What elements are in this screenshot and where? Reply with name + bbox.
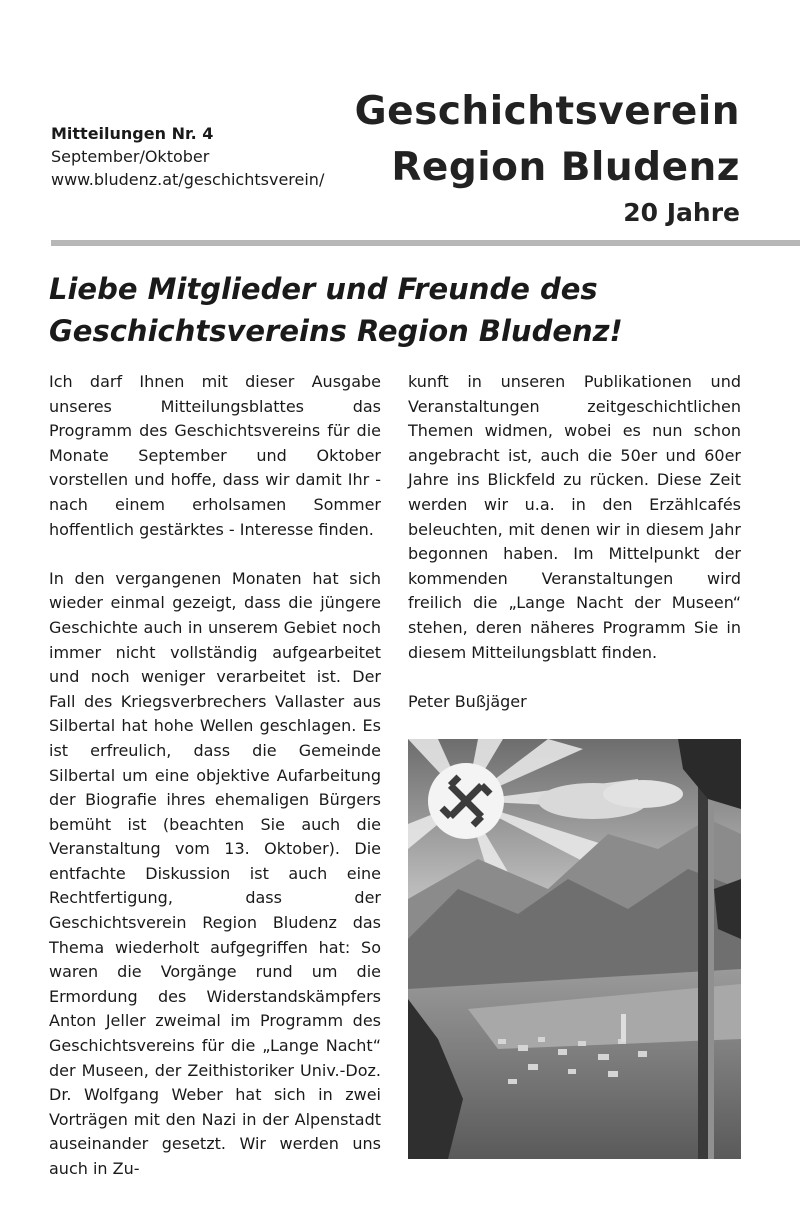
issue-period: September/Oktober	[51, 147, 210, 166]
title-line-2: Region Bludenz	[391, 145, 740, 190]
propaganda-landscape-image	[408, 739, 741, 1159]
header-divider	[51, 240, 800, 246]
article-column-right	[408, 370, 741, 739]
issue-number: Mitteilungen Nr. 4	[51, 124, 214, 143]
article-column-left	[49, 370, 381, 1206]
author-signature: Peter Bußjäger	[408, 691, 527, 711]
anniversary-label: 20 Jahre	[623, 198, 740, 227]
headline-line-2: Geschichtsvereins Region Bludenz!	[49, 314, 623, 348]
paragraph: In den vergangenen Monaten hat sich wieder einmal gezeigt, dass die jüngere Geschichte auch in unserem Gebiet noch immer nicht vollständig aufgearbeitet und noch weniger verarbeitet ist. Der Fall des Kriegsverbrechers Vallaster aus Silbertal hat hohe Wellen geschlagen. Es ist erfreulich, dass die Gemeinde Silbertal um eine objektive Aufarbeitung der Biografie ihres ehemaligen Bürgers bemüht ist (beachten Sie auch die Veranstaltung vom 13. Oktober). Die entfachte Diskussion ist auch eine Rechtfertigung, dass der Geschichtsverein Region Bludenz das Thema wiederholt aufgegriffen hat: So waren die Vorgänge rund um die Ermordung des Widerstandskämpfers Anton Jeller zweimal im Programm des Geschichtsvereins für die „Lange Nacht“ der Museen, der Zeithistoriker Univ.-Doz. Dr. Wolfgang Weber hat sich in zwei Vorträgen mit den Nazi in der Alpenstadt auseinander gesetzt. Wir werden uns auch in Zu-	[49, 568, 381, 1178]
paragraph: Ich darf Ihnen mit dieser Ausgabe unseres Mitteilungsblattes das Programm des Geschichtsvereins für die Monate September und Oktober vorstellen und hoffe, dass wir damit Ihr - nach einem erholsamen Sommer hoffentlich gestärktes - Interesse finden.	[49, 372, 381, 539]
headline-line-1: Liebe Mitglieder und Freunde des	[49, 272, 598, 306]
title-line-1: Geschichtsverein	[354, 89, 740, 134]
paragraph: kunft in unseren Publikationen und Veranstaltungen zeitgeschichtlichen Themen widmen, wobei es nun schon angebracht ist, auch die 50er und 60er Jahre ins Blickfeld zu rücken. Diese Zeit werden wir u.a. in den Erzählcafés beleuchten, mit denen wir in diesem Jahr begonnen haben. Im Mittelpunkt der kommenden Veranstaltungen wird freilich die „Lange Nacht der Museen“ stehen, deren näheres Programm Sie in diesem Mitteilungsblatt finden.	[408, 372, 741, 662]
historical-photo	[408, 739, 741, 1159]
website-url: www.bludenz.at/geschichtsverein/	[51, 170, 325, 189]
masthead-info	[51, 122, 324, 191]
article-headline	[49, 268, 749, 352]
organization-title	[355, 84, 740, 196]
